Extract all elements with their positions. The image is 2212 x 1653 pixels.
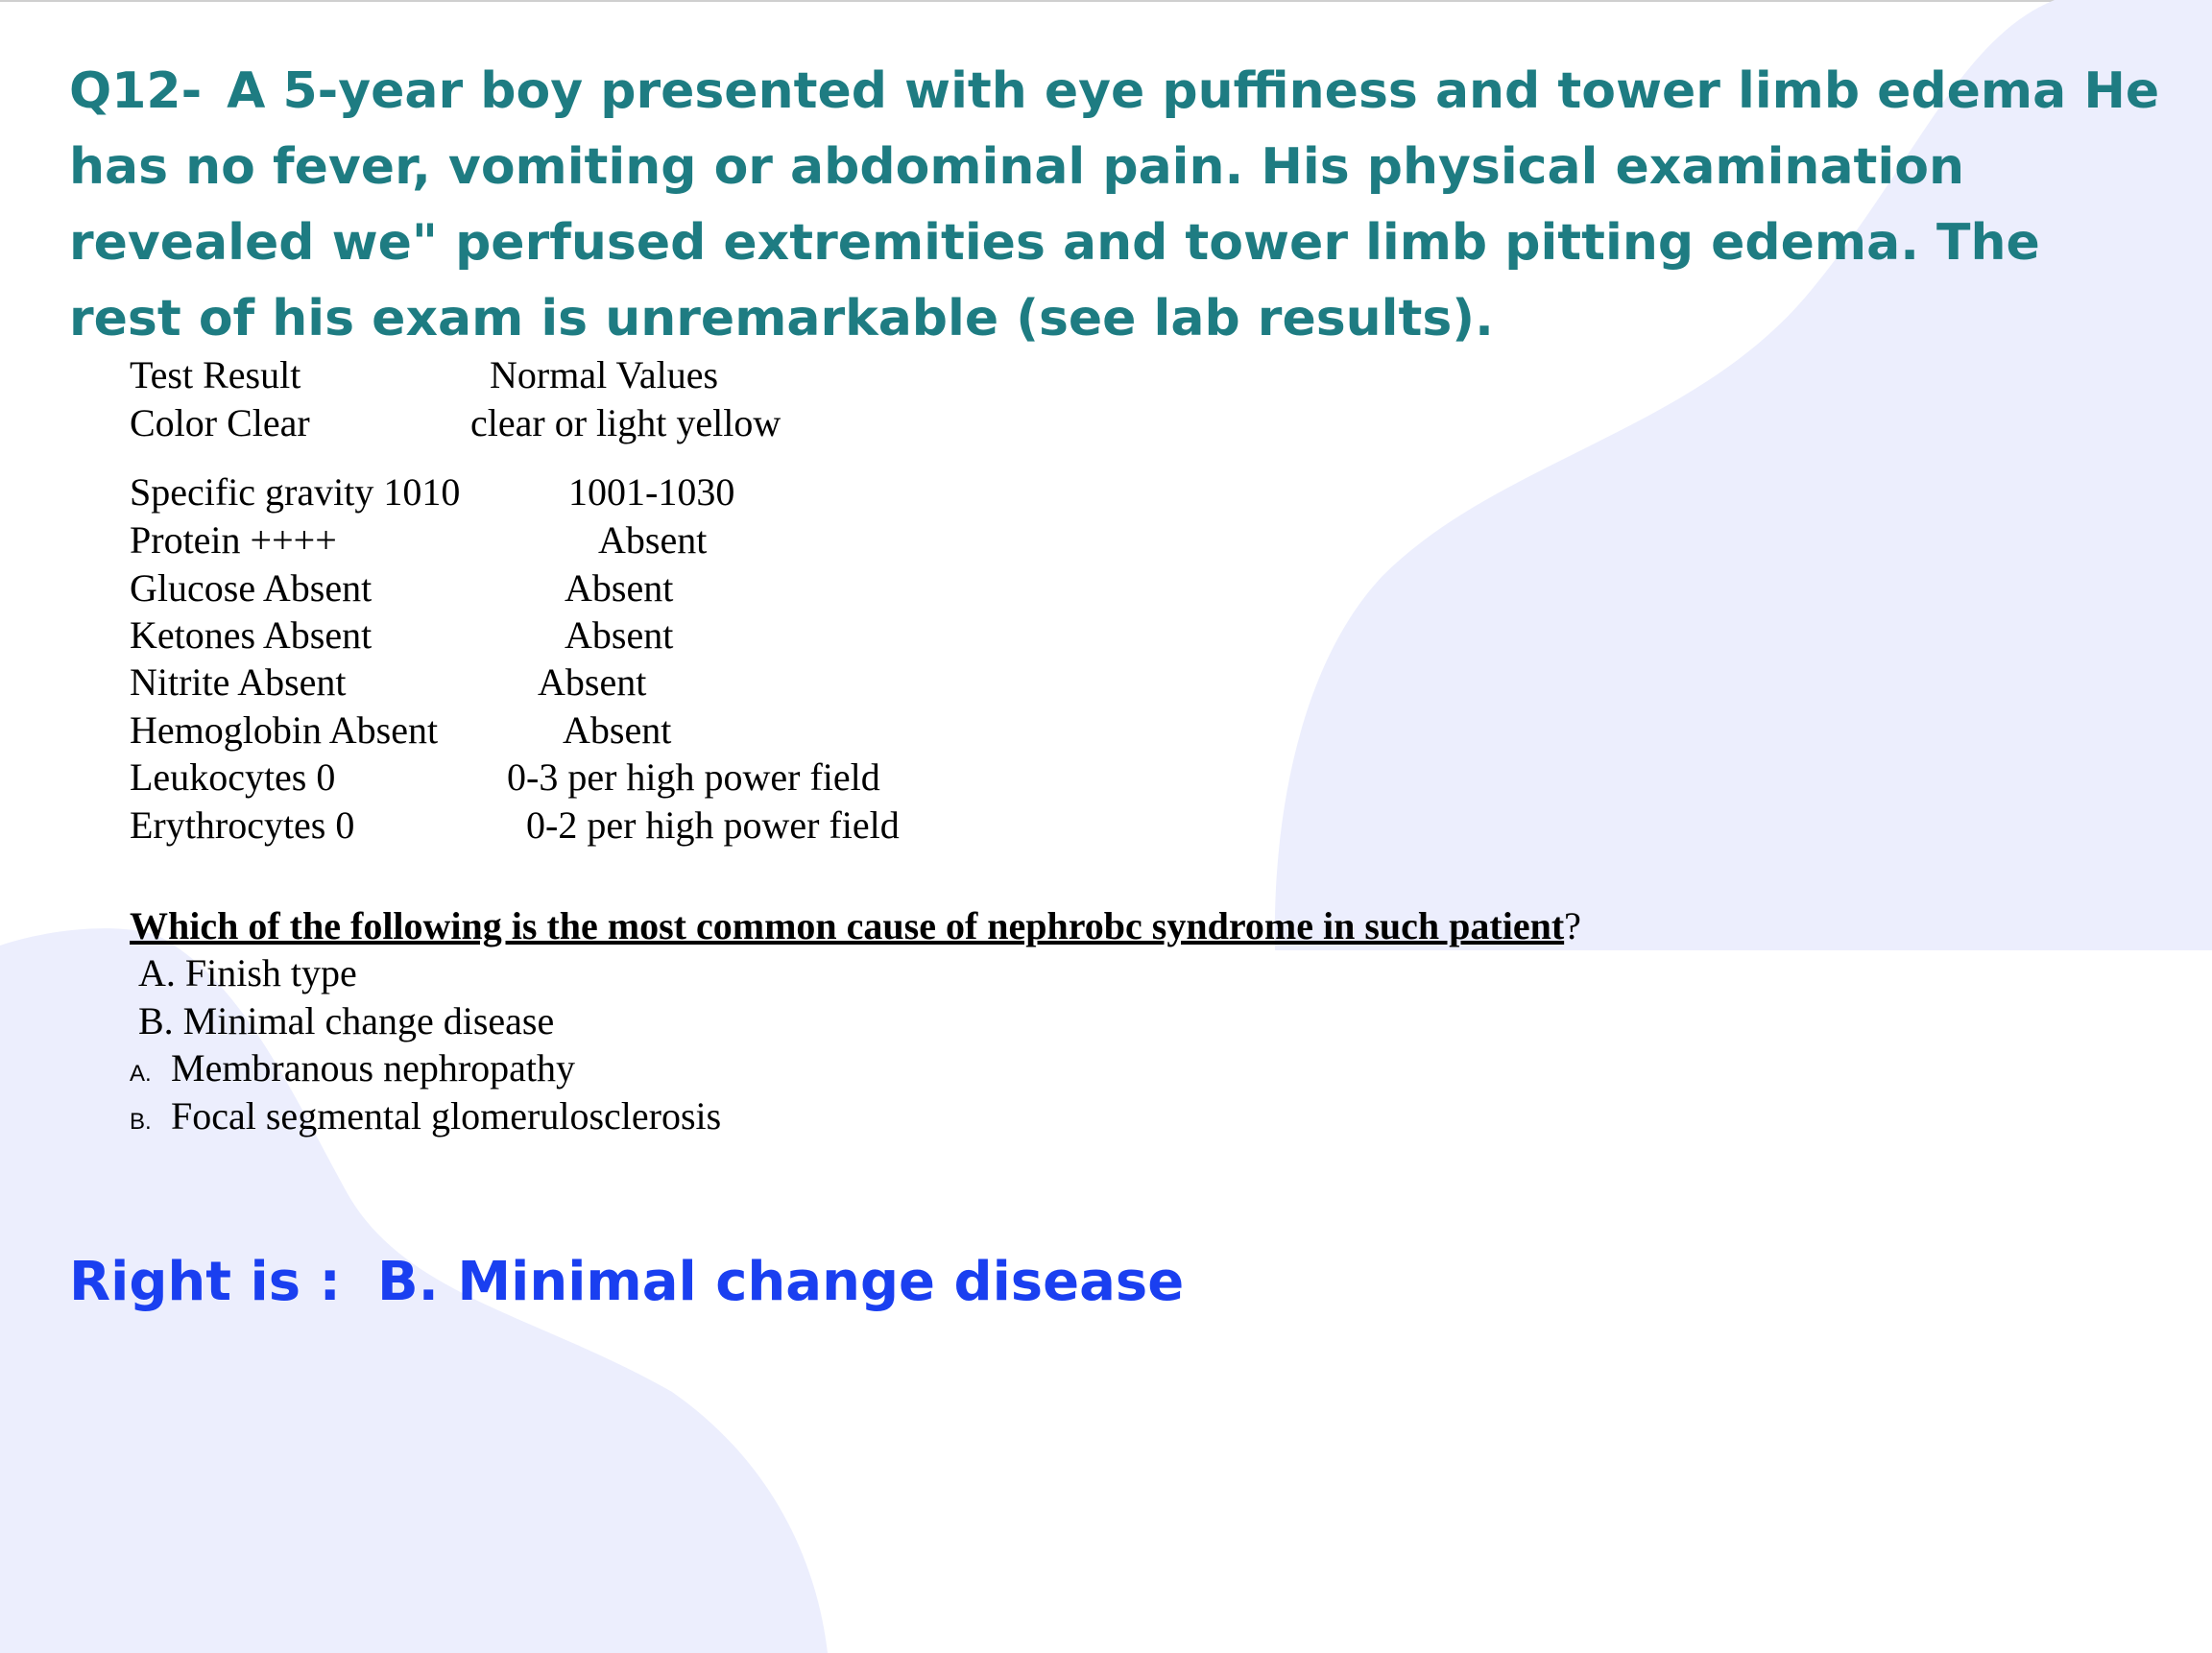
lab-normal: clear or light yellow [470,401,781,444]
lab-table-header [130,351,719,399]
lab-normal: 0-3 per high power field [507,755,880,799]
lab-normal: 0-2 per high power field [526,803,900,847]
lab-row [130,802,900,850]
choice-text: Focal segmental glomerulosclerosis [171,1094,722,1138]
question-text [69,54,2162,357]
answer-value: B. Minimal change disease [376,1251,1185,1313]
lab-normal: Absent [565,613,674,657]
lab-normal: Absent [598,518,708,562]
lab-result: Glucose Absent [130,566,373,610]
lab-row [130,754,880,802]
choice-option[interactable] [138,949,357,997]
answer-label: Right is : [69,1251,341,1313]
lab-row [130,659,647,707]
choice-option[interactable] [138,997,554,1045]
lab-row [130,399,781,447]
lab-result: Specific gravity 1010 [130,470,461,514]
choice-text: B. Minimal change disease [138,999,555,1042]
question-body: A 5-year boy presented with eye puffiness and tower limb edema He has no fever, vomiting or abdominal pain. His physical examination revealed we" perfused extremities and tower limb pitting edema. The rest of his exam is unremarkable (see lab results). [69,62,2160,347]
question-number: Q12- [69,62,203,120]
choice-marker: B. [130,1109,152,1135]
question-prompt [130,902,1581,950]
lab-normal: Absent [565,566,674,610]
header-normal-values: Normal Values [490,353,719,396]
choice-option[interactable] [130,1092,721,1146]
lab-normal: Absent [563,708,672,752]
answer-line [69,1244,1184,1321]
choice-text: A. Finish type [138,951,357,994]
lab-result: Leukocytes 0 [130,755,336,799]
lab-result: Erythrocytes 0 [130,803,355,847]
lab-row [130,516,708,564]
lab-result: Ketones Absent [130,613,373,657]
prompt-underlined: Which of the following is the most common cause of nephrobc syndrome in such patient [130,904,1565,947]
choice-text: Membranous nephropathy [171,1046,576,1090]
lab-result: Color Clear [130,401,310,444]
lab-result: Hemoglobin Absent [130,708,439,752]
lab-row [130,468,735,516]
lab-normal: 1001-1030 [568,470,735,514]
choice-marker: A. [130,1061,152,1087]
choice-option[interactable] [130,1044,575,1098]
lab-normal: Absent [538,660,647,704]
lab-row [130,564,674,612]
lab-row [130,611,674,659]
lab-result: Protein ++++ [130,518,337,562]
lab-result: Nitrite Absent [130,660,347,704]
lab-row [130,707,672,755]
prompt-suffix: ? [1564,904,1581,947]
header-test-result: Test Result [130,353,301,396]
